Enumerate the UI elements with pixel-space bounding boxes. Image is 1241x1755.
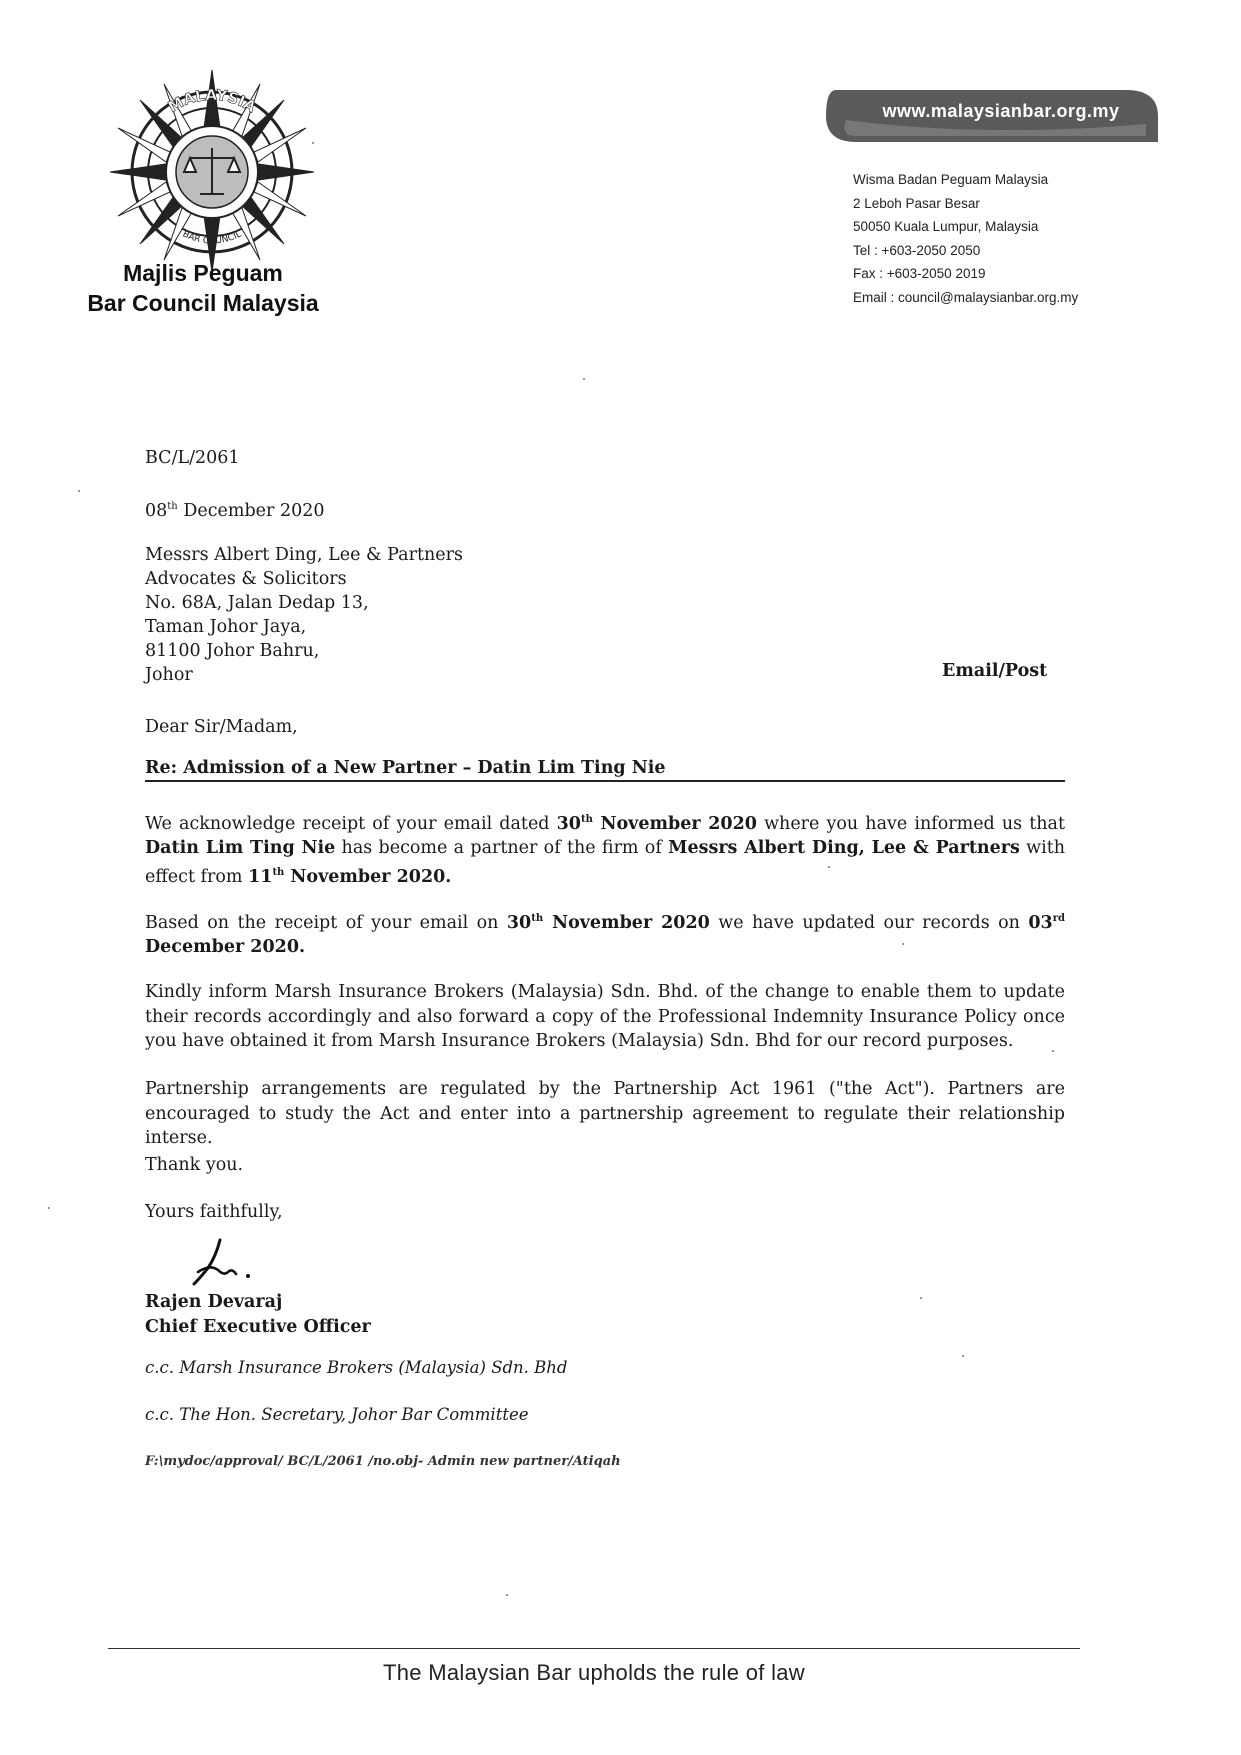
address-block xyxy=(853,168,1078,309)
reference-number: BC/L/2061 xyxy=(145,448,240,468)
scan-speck xyxy=(78,490,80,492)
recipient-line: 81100 Johor Bahru, xyxy=(145,641,320,661)
paragraph-insurance: Kindly inform Marsh Insurance Brokers (Malaysia) Sdn. Bhd. of the change to enable them to update their records accordingly and also forward a copy of the Professional Indemnity Insurance Policy once you have obtained it from Marsh Insurance Brokers (Malaysia) Sdn. Bhd for our record purposes. xyxy=(145,982,1065,1051)
organization-name-english: Bar Council Malaysia xyxy=(87,290,319,316)
recipient-line: Advocates & Solicitors xyxy=(145,569,347,589)
signer-title: Chief Executive Officer xyxy=(145,1317,371,1337)
subject-line: Re: Admission of a New Partner – Datin Lim Ting Nie xyxy=(145,758,1065,782)
recipient-line: Johor xyxy=(145,665,193,685)
scan-speck xyxy=(902,943,904,945)
address-line: 2 Leboh Pasar Besar xyxy=(853,195,980,211)
letter-date xyxy=(145,495,324,523)
handwritten-signature xyxy=(190,1234,270,1289)
file-reference: F:\mydoc/approval/ BC/L/2061 /no.obj- Admin new partner/Atiqah xyxy=(145,1454,621,1469)
recipient-line: Messrs Albert Ding, Lee & Partners xyxy=(145,545,463,565)
recipient-address xyxy=(145,543,463,687)
scan-speck xyxy=(48,1207,50,1209)
scan-speck xyxy=(1052,1050,1054,1052)
paragraph-partnership-act: Partnership arrangements are regulated by the Partnership Act 1961 ("the Act"). Partners are encouraged to study the Act and enter into a partnership agreement to regulate their relationship interse. xyxy=(145,1079,1065,1148)
svg-text:BAR COUNCIL: BAR COUNCIL xyxy=(180,229,244,247)
delivery-method: Email/Post xyxy=(942,661,1048,681)
date-month-year: December 2020 xyxy=(177,500,325,521)
date-day: 08 xyxy=(145,500,168,521)
organization-name xyxy=(40,258,366,318)
recipient-line: Taman Johor Jaya, xyxy=(145,617,307,637)
website-link[interactable]: www.malaysianbar.org.my xyxy=(882,101,1120,121)
address-fax: Fax : +603-2050 2019 xyxy=(853,266,986,281)
scan-speck xyxy=(506,1594,508,1596)
scan-speck xyxy=(962,1355,964,1357)
address-email: Email : council@malaysianbar.org.my xyxy=(853,289,1079,305)
carbon-copy-line: c.c. The Hon. Secretary, Johor Bar Committee xyxy=(145,1405,529,1424)
carbon-copy-line: c.c. Marsh Insurance Brokers (Malaysia) Sdn. Bhd xyxy=(145,1358,568,1377)
closing: Yours faithfully, xyxy=(145,1202,283,1222)
date-suffix: th xyxy=(167,501,178,512)
signer-name: Rajen Devaraj xyxy=(145,1292,283,1312)
svg-text:MALAYSIA: MALAYSIA xyxy=(164,85,260,117)
closing-thanks: Thank you. xyxy=(145,1155,244,1175)
scan-speck xyxy=(920,1297,922,1299)
organization-name-malay: Majlis Peguam xyxy=(123,260,283,286)
scan-speck xyxy=(583,378,585,380)
footer-divider xyxy=(108,1648,1080,1649)
paragraph-records-updated: Based on the receipt of your email on 30th November 2020 we have updated our records on 03rd December 2020. xyxy=(145,912,1065,958)
salutation: Dear Sir/Madam, xyxy=(145,717,298,737)
scan-speck xyxy=(312,142,314,144)
address-line: 50050 Kuala Lumpur, Malaysia xyxy=(853,219,1039,234)
paragraph-acknowledgement: We acknowledge receipt of your email dated 30th November 2020 where you have informed us that Datin Lim Ting Nie has become a partner of the firm of Messrs Albert Ding, Lee & Partners with effect from 11th November 2020. xyxy=(145,813,1066,887)
address-phone: Tel : +603-2050 2050 xyxy=(853,242,981,258)
signatory xyxy=(145,1290,371,1340)
address-line: Wisma Badan Peguam Malaysia xyxy=(853,172,1049,187)
footer-motto: The Malaysian Bar upholds the rule of law xyxy=(383,1660,805,1685)
scan-speck xyxy=(828,866,830,868)
bar-council-logo xyxy=(104,68,320,274)
recipient-line: No. 68A, Jalan Dedap 13, xyxy=(145,593,369,613)
